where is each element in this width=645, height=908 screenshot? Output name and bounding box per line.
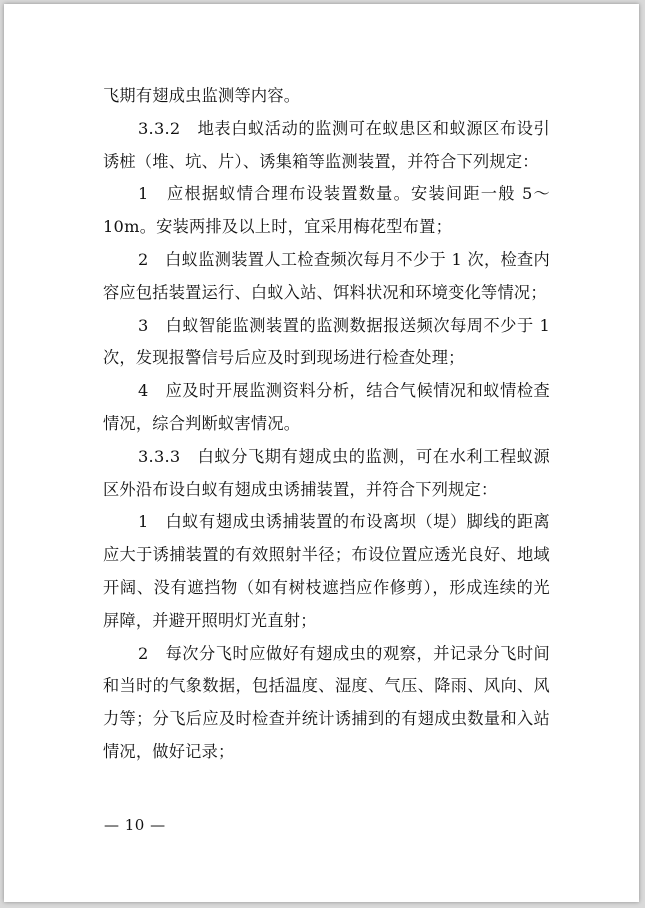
clause-3-3-3-item-1: 1 白蚁有翅成虫诱捕装置的布设离坝（堤）脚线的距离应大于诱捕装置的有效照射半径；布设位置应透光良好、地域开阔、没有遮挡物（如有树枝遮挡应作修剪），形成连续的光屏障，并避开照明灯光直射； (103, 512, 550, 630)
paragraph-continuation: 飞期有翅成虫监测等内容。 (103, 86, 301, 105)
document-body (103, 80, 550, 769)
clause-3-3-3-item-2: 2 每次分飞时应做好有翅成虫的观察，并记录分飞时间和当时的气象数据，包括温度、湿度、气压、降雨、风向、风力等；分飞后应及时检查并统计诱捕到的有翅成虫数量和入站情况，做好记录； (103, 643, 550, 761)
clause-3-3-2-item-3: 3 白蚁智能监测装置的监测数据报送频次每周不少于 1 次，发现报警信号后应及时到现场进行检查处理； (103, 315, 550, 368)
document-page (4, 4, 639, 902)
clause-3-3-2-item-2: 2 白蚁监测装置人工检查频次每月不少于 1 次，检查内容应包括装置运行、白蚁入站、饵料状况和环境变化等情况； (103, 249, 550, 302)
page-number: — 10 — (104, 816, 166, 834)
clause-3-3-2: 3.3.2 地表白蚁活动的监测可在蚁患区和蚁源区布设引诱桩（堆、坑、片）、诱集箱等监测装置，并符合下列规定： (103, 118, 550, 171)
clause-3-3-2-item-4: 4 应及时开展监测资料分析，结合气候情况和蚁情检查情况，综合判断蚁害情况。 (103, 381, 550, 433)
clause-3-3-3: 3.3.3 白蚁分飞期有翅成虫的监测，可在水利工程蚁源区外沿布设白蚁有翅成虫诱捕装置，并符合下列规定： (103, 446, 550, 499)
clause-3-3-2-item-1: 1 应根据蚁情合理布设装置数量。安装间距一般 5～10m。安装两排及以上时，宜采用梅花型布置； (103, 184, 550, 237)
